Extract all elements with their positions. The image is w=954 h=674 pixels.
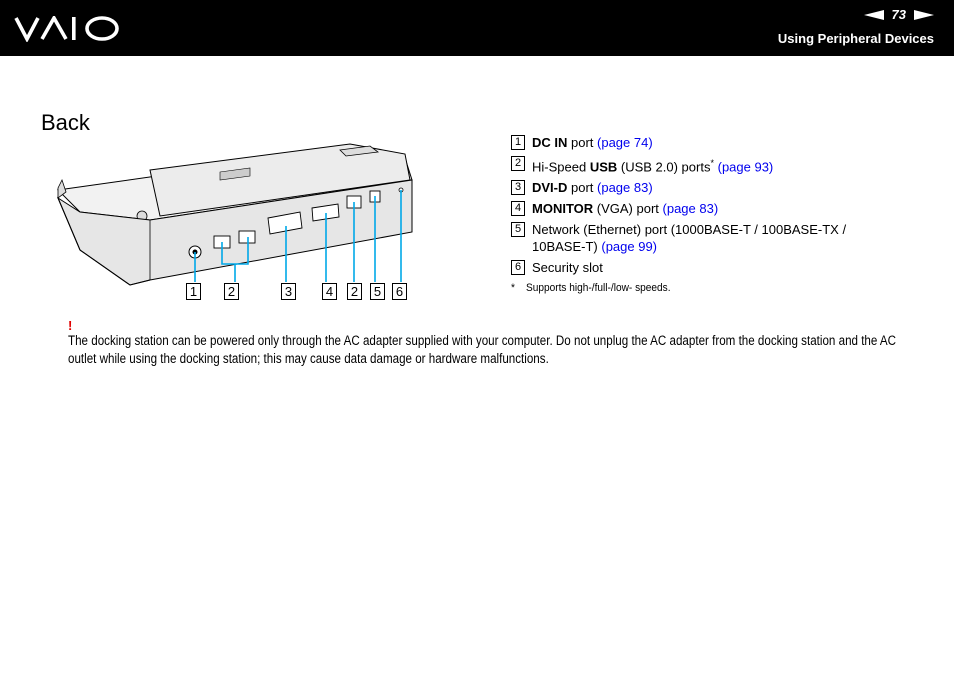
list-item [511, 200, 891, 217]
page-link[interactable]: (page 83) [597, 180, 653, 196]
page-title: Back [41, 109, 90, 135]
vaio-logo [14, 16, 122, 42]
section-title: Using Peripheral Devices [777, 31, 934, 46]
footnote [511, 280, 861, 297]
item-text: Network (Ethernet) port (1000BASE-T / 100BASE-TX / 10BASE-T) (page 99) [532, 222, 847, 255]
item-text: DC IN port (page 74) [532, 135, 653, 150]
list-item [511, 155, 891, 175]
item-number: 6 [511, 260, 525, 275]
warning-text: The docking station can be powered only through the AC adapter supplied with your computer. Do not unplug the AC adapter from the docking station and the AC outlet while using the docking station; this may cause data damage or hardware malfunctions. [68, 333, 897, 366]
list-item [511, 259, 891, 276]
item-number: 4 [511, 201, 525, 216]
page-header [0, 0, 954, 56]
previous-page-icon[interactable] [864, 10, 884, 20]
page-number: 73 [891, 7, 906, 22]
callout-label: 2 [224, 283, 239, 300]
callout-label: 4 [322, 283, 337, 300]
callout-label: 2 [347, 283, 362, 300]
callout-label: 5 [370, 283, 385, 300]
callout-label: 3 [281, 283, 296, 300]
list-item [511, 179, 891, 196]
item-number: 3 [511, 180, 525, 195]
item-text: MONITOR (VGA) port (page 83) [532, 201, 719, 217]
page-link[interactable]: (page 93) [717, 159, 774, 175]
list-item [511, 221, 891, 255]
item-text: Hi-Speed USB (USB 2.0) ports* (page 93) [532, 158, 774, 175]
page-link[interactable]: (page 74) [597, 135, 653, 150]
next-page-icon[interactable] [914, 10, 934, 20]
item-number: 5 [511, 222, 525, 237]
port-list [511, 134, 891, 297]
docking-station-illustration [50, 140, 420, 305]
warning-icon: ! [68, 318, 73, 333]
page-link[interactable]: (page 83) [662, 201, 719, 217]
list-item [511, 134, 891, 151]
item-number: 1 [511, 135, 525, 150]
page-link[interactable]: (page 99) [601, 239, 658, 255]
warning-note [68, 319, 914, 368]
callout-label: 6 [392, 283, 407, 300]
page-navigator [864, 7, 934, 22]
item-number: 2 [511, 156, 525, 171]
footnote-mark: * [511, 282, 515, 295]
item-text: Security slot [532, 260, 603, 276]
footnote-text: Supports high-/full-/low- speeds. [525, 282, 671, 295]
callout-label: 1 [186, 283, 201, 300]
item-text: DVI-D port (page 83) [532, 180, 653, 196]
